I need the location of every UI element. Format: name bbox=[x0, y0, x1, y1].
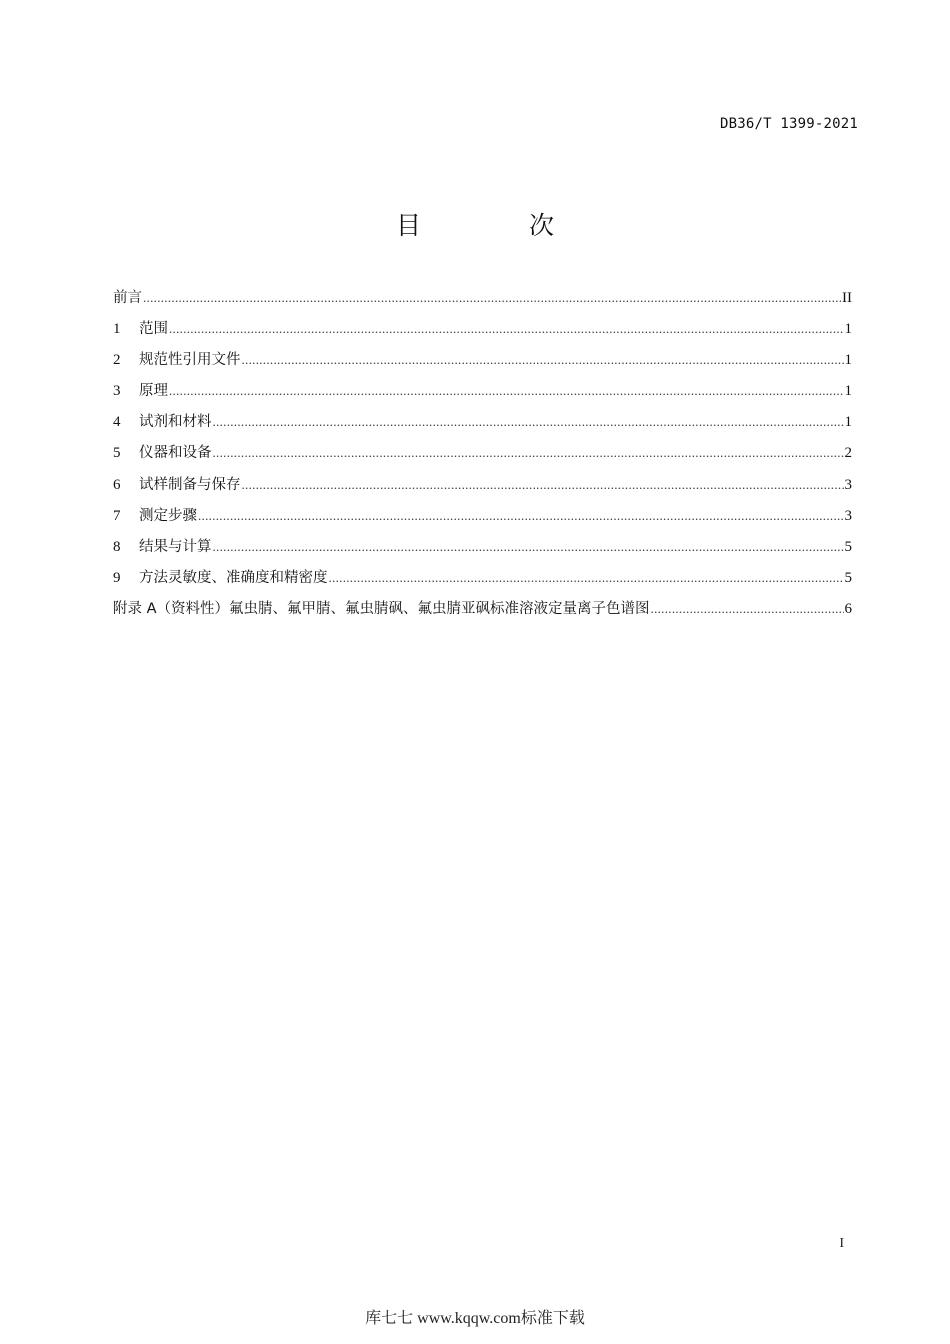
toc-entry-4[interactable] bbox=[113, 409, 852, 440]
page-title: 目 次 bbox=[396, 211, 604, 240]
toc-entry-2[interactable] bbox=[113, 347, 852, 378]
toc-entry-9[interactable] bbox=[113, 565, 852, 596]
toc-entry-label: 前言 bbox=[113, 290, 142, 306]
document-code: DB36/T 1399-2021 bbox=[719, 116, 858, 132]
toc-entry-number: 4 bbox=[113, 414, 121, 431]
toc-entry-label: 附录 A（资料性）氟虫腈、氟甲腈、氟虫腈砜、氟虫腈亚砜标准溶液定量离子色谱图 bbox=[113, 600, 650, 617]
toc-entry-page: 2 bbox=[844, 445, 852, 462]
toc-leader-dots bbox=[242, 472, 844, 497]
toc-leader-dots bbox=[213, 409, 844, 434]
toc-entry-label: 方法灵敏度、准确度和精密度 bbox=[139, 569, 328, 586]
toc-entry-label: 仪器和设备 bbox=[139, 445, 212, 462]
toc-entry-page: 1 bbox=[844, 352, 852, 369]
toc-entry-3[interactable] bbox=[113, 378, 852, 409]
toc-entry-number: 3 bbox=[113, 383, 121, 400]
toc-leader-dots bbox=[651, 596, 844, 621]
toc-entry-6[interactable] bbox=[113, 472, 852, 503]
toc-entry-page: 1 bbox=[844, 321, 852, 338]
toc-leader-dots bbox=[213, 534, 844, 559]
toc-entry-page: 3 bbox=[844, 507, 852, 524]
toc-entry-appendix-a[interactable] bbox=[113, 596, 852, 627]
toc-entry-page: 1 bbox=[844, 414, 852, 431]
toc-entry-number: 2 bbox=[113, 352, 121, 369]
toc-entry-page: II bbox=[842, 290, 852, 306]
toc-entry-page: 3 bbox=[844, 476, 852, 493]
toc-entry-number: 1 bbox=[113, 321, 121, 338]
table-of-contents bbox=[113, 285, 852, 627]
toc-entry-page: 5 bbox=[844, 538, 852, 555]
toc-entry-number: 7 bbox=[113, 507, 121, 524]
toc-leader-dots bbox=[329, 565, 844, 590]
page-number: I bbox=[839, 1236, 844, 1251]
toc-leader-dots bbox=[143, 285, 841, 310]
toc-entry-label: 范围 bbox=[139, 321, 168, 338]
toc-leader-dots bbox=[242, 347, 844, 372]
toc-entry-7[interactable] bbox=[113, 503, 852, 534]
toc-entry-foreword[interactable] bbox=[113, 285, 852, 316]
toc-entry-5[interactable] bbox=[113, 440, 852, 471]
toc-entry-page: 6 bbox=[844, 600, 852, 617]
toc-entry-8[interactable] bbox=[113, 534, 852, 565]
toc-entry-1[interactable] bbox=[113, 316, 852, 347]
toc-leader-dots bbox=[213, 440, 844, 465]
toc-entry-page: 1 bbox=[844, 383, 852, 400]
footer-watermark: 库七七 www.kqqw.com标准下载 bbox=[365, 1310, 585, 1327]
toc-leader-dots bbox=[169, 378, 844, 403]
toc-entry-number: 5 bbox=[113, 445, 121, 462]
toc-entry-page: 5 bbox=[844, 569, 852, 586]
toc-entry-number: 9 bbox=[113, 569, 121, 586]
toc-leader-dots bbox=[169, 316, 844, 341]
toc-entry-label: 测定步骤 bbox=[139, 507, 197, 524]
toc-entry-label: 试剂和材料 bbox=[139, 414, 212, 431]
toc-entry-label: 原理 bbox=[139, 383, 168, 400]
toc-entry-label: 规范性引用文件 bbox=[139, 352, 241, 369]
toc-entry-label: 试样制备与保存 bbox=[139, 476, 241, 493]
toc-leader-dots bbox=[198, 503, 844, 528]
toc-entry-label: 结果与计算 bbox=[139, 538, 212, 555]
toc-entry-number: 8 bbox=[113, 538, 121, 555]
toc-entry-number: 6 bbox=[113, 476, 121, 493]
